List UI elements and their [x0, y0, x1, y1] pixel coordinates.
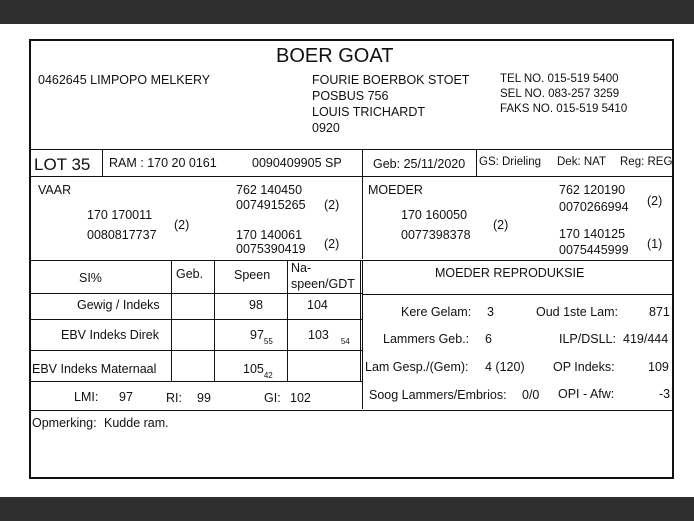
si-header-si: SI% — [79, 271, 102, 285]
gi-value: 102 — [290, 391, 311, 405]
si-row-label: EBV Indeks Direk — [61, 328, 159, 342]
divider-info — [31, 176, 672, 177]
kere-label: Kere Gelam: — [401, 305, 472, 319]
si-row-speen: $105_{42}$ — [243, 362, 273, 380]
vaar-dam-code: 0075390419 — [236, 242, 306, 256]
page-title: BOER GOAT — [276, 45, 394, 67]
vaar-label: VAAR — [38, 183, 72, 197]
registration: Reg: REG — [620, 156, 673, 168]
vaar-id: 762 140450 — [236, 183, 303, 197]
mating-type: Dek: NAT — [557, 156, 606, 168]
vaar-sire-code: 0080817737 — [87, 228, 157, 242]
lammers-value: 6 — [485, 332, 492, 346]
vaar-mark: (2) — [324, 198, 340, 212]
moeder-sire-id: 170 160050 — [401, 208, 468, 222]
moeder-sire-mark: (2) — [493, 218, 509, 232]
ram-id: 0090409905 SP — [252, 156, 342, 170]
top-frame-bar — [0, 0, 694, 24]
si-row-na: 104 — [307, 298, 328, 312]
op-value: 109 — [648, 360, 669, 374]
divider-header — [31, 149, 672, 150]
birth-status: GS: Drieling — [479, 156, 541, 168]
vaar-code: 0074915265 — [236, 198, 306, 212]
si-row-label: EBV Indeks Maternaal — [32, 362, 157, 376]
si-col-1 — [171, 261, 172, 382]
divider-lot — [102, 150, 103, 176]
birth-date: Geb: 25/11/2020 — [373, 157, 466, 171]
goat-info-card — [29, 39, 674, 479]
soog-label: Soog Lammers/Embrios: — [369, 388, 507, 402]
reproduction-title: MOEDER REPRODUKSIE — [435, 266, 585, 280]
moeder-label: MOEDER — [368, 183, 423, 197]
divider-geb — [362, 150, 363, 176]
reproduction-title-line — [362, 294, 672, 295]
moeder-dam-mark: (1) — [647, 237, 663, 251]
si-right-border — [362, 261, 363, 409]
si-col-4 — [360, 261, 361, 382]
divider-pedigree — [362, 177, 363, 259]
moeder-dam-code: 0075445999 — [559, 243, 629, 257]
lam-value: 4 (120) — [485, 360, 525, 374]
vaar-sire-id: 170 170011 — [87, 208, 153, 222]
oud-value: 871 — [649, 305, 670, 319]
lammers-label: Lammers Geb.: — [383, 332, 470, 346]
si-header-geb: Geb. — [176, 267, 204, 281]
herd-name: 0462645 LIMPOPO MELKERY — [38, 73, 211, 87]
op-label: OP Indeks: — [553, 360, 615, 374]
address-line-2: POSBUS 756 — [312, 89, 389, 103]
lmi-label: LMI: — [74, 390, 99, 404]
vaar-dam-mark: (2) — [324, 237, 340, 251]
si-row-na: 103 $_{54}$ — [308, 328, 350, 346]
moeder-code: 0070266994 — [559, 200, 629, 214]
si-row-label: Gewig / Indeks — [77, 298, 160, 312]
si-speen-accuracy: 55 — [263, 337, 273, 346]
si-row-line-4 — [31, 381, 362, 382]
divider-pedigree-bottom — [31, 260, 672, 261]
moeder-sire-code: 0077398378 — [401, 228, 471, 242]
tel-number: TEL NO. 015-519 5400 — [500, 73, 619, 85]
ri-label: RI: — [166, 391, 182, 405]
moeder-id: 762 120190 — [559, 183, 626, 197]
address-line-3: LOUIS TRICHARDT — [312, 105, 425, 119]
sel-number: SEL NO. 083-257 3259 — [500, 88, 620, 100]
vaar-sire-mark: (2) — [174, 218, 190, 232]
divider-remarks — [31, 410, 672, 411]
ri-value: 99 — [197, 391, 211, 405]
lot-number: LOT 35 — [34, 155, 91, 174]
si-row-line-1 — [31, 293, 362, 294]
lam-label: Lam Gesp./(Gem): — [365, 360, 469, 374]
fax-number: FAKS NO. 015-519 5410 — [500, 103, 628, 115]
remarks-label: Opmerking: — [32, 416, 97, 430]
vaar-dam-id: 170 140061 — [236, 228, 303, 242]
ram-number: RAM : 170 20 0161 — [109, 156, 217, 170]
si-row-line-3 — [31, 350, 362, 351]
si-row-speen: 98 — [249, 298, 263, 312]
moeder-mark: (2) — [647, 194, 663, 208]
oud-label: Oud 1ste Lam: — [536, 305, 618, 319]
si-na-accuracy: 54 — [340, 337, 350, 346]
divider-gs — [476, 150, 477, 176]
opi-label: OPI - Afw: — [558, 387, 615, 401]
ilp-label: ILP/DSLL: — [559, 332, 616, 346]
opi-value: -3 — [659, 387, 671, 401]
si-col-2 — [214, 261, 215, 382]
ilp-value: 419/444 — [623, 332, 669, 346]
moeder-dam-id: 170 140125 — [559, 227, 626, 241]
si-header-speen: Speen — [234, 268, 271, 282]
si-row-speen: $97_{55}$ — [250, 328, 273, 346]
bottom-frame-bar — [0, 497, 694, 521]
remarks-text: Kudde ram. — [104, 416, 169, 430]
address-line-1: FOURIE BOERBOK STOET — [312, 73, 470, 87]
soog-value: 0/0 — [522, 388, 540, 402]
kere-value: 3 — [487, 305, 494, 319]
si-speen-accuracy: 42 — [263, 371, 273, 380]
address-line-4: 0920 — [312, 121, 340, 135]
si-header-gdt: speen/GDT — [291, 277, 355, 291]
gi-label: GI: — [264, 391, 281, 405]
si-col-3 — [287, 261, 288, 382]
si-header-na: Na- — [291, 261, 312, 275]
si-row-line-2 — [31, 319, 362, 320]
lmi-value: 97 — [119, 390, 133, 404]
